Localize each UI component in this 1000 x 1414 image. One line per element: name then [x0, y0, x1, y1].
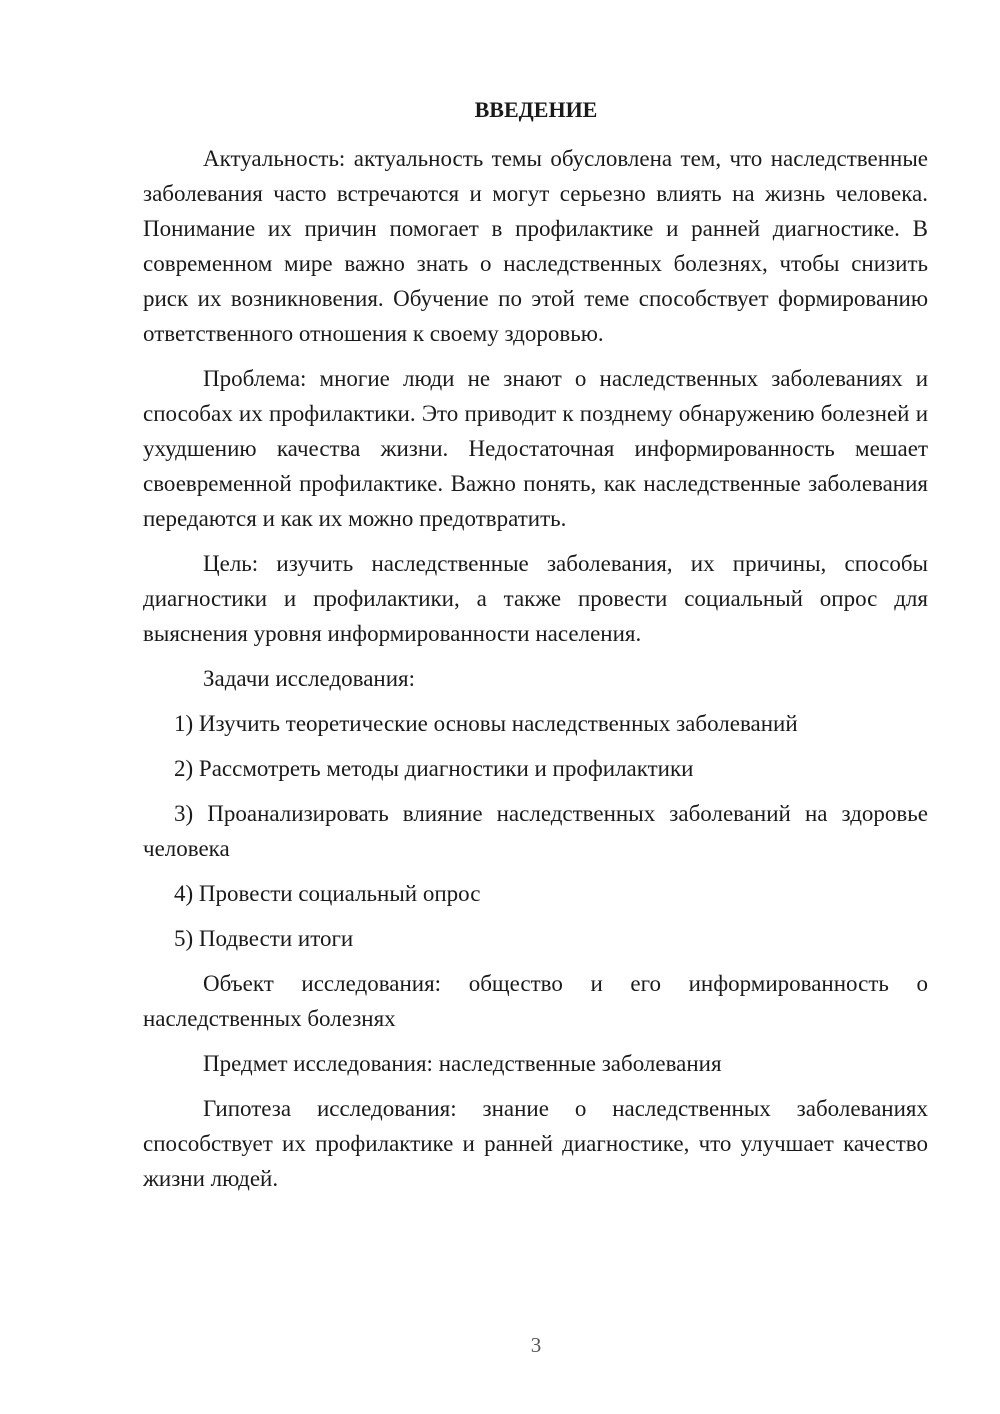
list-item: 1) Изучить теоретические основы наследственных заболеваний: [174, 711, 798, 736]
tasks-heading: Задачи исследования:: [203, 666, 416, 691]
document-body: [143, 141, 928, 1196]
list-item: 2) Рассмотреть методы диагностики и профилактики: [174, 756, 694, 781]
object-paragraph: Объект исследования: общество и его информированность о наследственных болезнях: [143, 971, 928, 1031]
goal-paragraph: Цель: изучить наследственные заболевания, их причины, способы диагностики и профилактики, а также провести социальный опрос для выяснения уровня информированности населения.: [143, 551, 928, 646]
subject-paragraph: Предмет исследования: наследственные заболевания: [203, 1051, 722, 1076]
tasks-list: [143, 706, 928, 956]
problem-paragraph: Проблема: многие люди не знают о наследственных заболеваниях и способах их профилактики. Это приводит к позднему обнаружению болезней и ухудшению качества жизни. Недостаточная информированность мешает своевременной профилактике. Важно понять, как наследственные заболевания передаются и как их можно предотвратить.: [143, 366, 928, 531]
hypothesis-paragraph: Гипотеза исследования: знание о наследственных заболеваниях способствует их профилактике и ранней диагностике, что улучшает качество жизни людей.: [143, 1096, 928, 1191]
list-item: 5) Подвести итоги: [174, 926, 354, 951]
relevance-paragraph: Актуальность: актуальность темы обусловлена тем, что наследственные заболевания часто встречаются и могут серьезно влиять на жизнь человека. Понимание их причин помогает в профилактике и ранней диагностике. В современном мире важно знать о наследственных болезнях, чтобы снизить риск их возникновения. Обучение по этой теме способствует формированию ответственного отношения к своему здоровью.: [143, 146, 928, 346]
page-number: 3: [530, 1333, 542, 1357]
section-title: ВВЕДЕНИЕ: [474, 97, 598, 122]
list-item: 4) Провести социальный опрос: [174, 881, 481, 906]
list-item: 3) Проанализировать влияние наследственных заболеваний на здоровье человека: [143, 801, 928, 861]
